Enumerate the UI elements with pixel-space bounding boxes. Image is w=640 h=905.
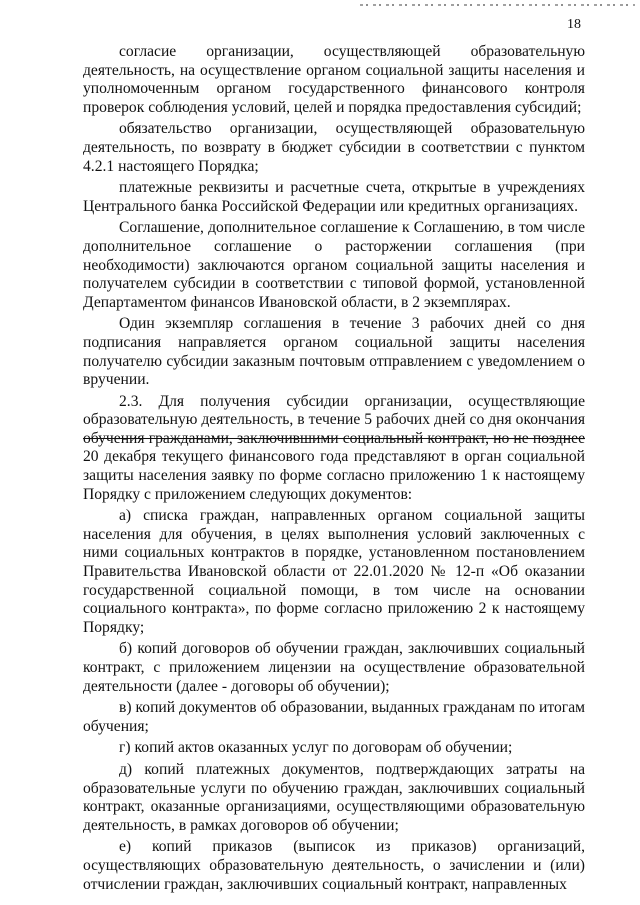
paragraph-rest: 20 декабря текущего финансового года представляют в орган социальной защиты населения заявку по форме согласно приложению 1 к настоящему Порядку с приложением следующих документов: bbox=[83, 448, 585, 503]
paragraph: согласие организации, осуществляющей образовательную деятельность, на осуществление органом социальной защиты населения и уполномоченным органом государственного финансового контроля проверок соблюдения условий, целей и порядка предоставления субсидий; bbox=[83, 43, 585, 116]
list-item-b: б) копий договоров об обучении граждан, заключивших социальный контракт, с приложением лицензии на осуществление образовательной деятельности (далее - договоры об обучении); bbox=[83, 640, 585, 695]
list-item-d: д) копий платежных документов, подтверждающих затраты на образовательные услуги по обучению граждан, заключивших социальный контракт, оказанные организациями, осуществляющими образовательную деятельность, в рамках договоров об обучении; bbox=[83, 760, 585, 834]
paragraph: Один экземпляр соглашения в течение 3 рабочих дней со дня подписания направляется органом социальной защиты населения получателю субсидии заказным почтовым отправлением с уведомлением о вручении. bbox=[83, 315, 585, 389]
paragraph: обязательство организации, осуществляющей образовательную деятельность, по возврату в бюджет субсидии в соответствии с пунктом 4.2.1 настоящего Порядка; bbox=[83, 120, 585, 175]
paragraph: Соглашение, дополнительное соглашение к Соглашению, в том числе дополнительное соглашение о расторжении соглашения (при необходимости) заключаются органом социальной защиты населения и получателем субсидии в соответствии с типовой формой, установленной Департаментом финансов Ивановской области, в 2 экземплярах. bbox=[83, 219, 585, 311]
struck-text: обучения гражданами, заключившими социальный контракт, но не позднее bbox=[83, 429, 585, 447]
paragraph-2-3 bbox=[83, 393, 585, 505]
paragraph: платежные реквизиты и расчетные счета, открытые в учреждениях Центрального банка Российской Федерации или кредитных организациях. bbox=[83, 179, 585, 215]
paragraph-intro: 2.3. Для получения субсидии организации, осуществляющие образовательную деятельность, в течение 5 рабочих дней со дня окончания bbox=[83, 392, 585, 429]
list-item-e: е) копий приказов (выписок из приказов) организаций, осуществляющих образовательную деятельность, о зачислении и (или) отчислении граждан, заключивших социальный контракт, направленных bbox=[83, 838, 585, 893]
list-item-v: в) копий документов об образовании, выданных гражданам по итогам обучения; bbox=[83, 699, 585, 735]
list-item-a: а) списка граждан, направленных органом социальной защиты населения для обучения, в целях выполнения условий заключенных с ними социальных контрактов в порядке, установленном постановлением Правительства Ивановской области от 22.01.2020 № 12-п «Об оказании государственной социальной помощи, в том числе на основании социального контракта», по форме согласно приложению 2 к настоящему Порядку; bbox=[83, 507, 585, 636]
list-item-g: г) копий актов оказанных услуг по договорам об обучении; bbox=[119, 739, 513, 757]
scan-artifact bbox=[360, 4, 635, 6]
document-body bbox=[83, 43, 585, 894]
page-number: 18 bbox=[567, 17, 581, 32]
